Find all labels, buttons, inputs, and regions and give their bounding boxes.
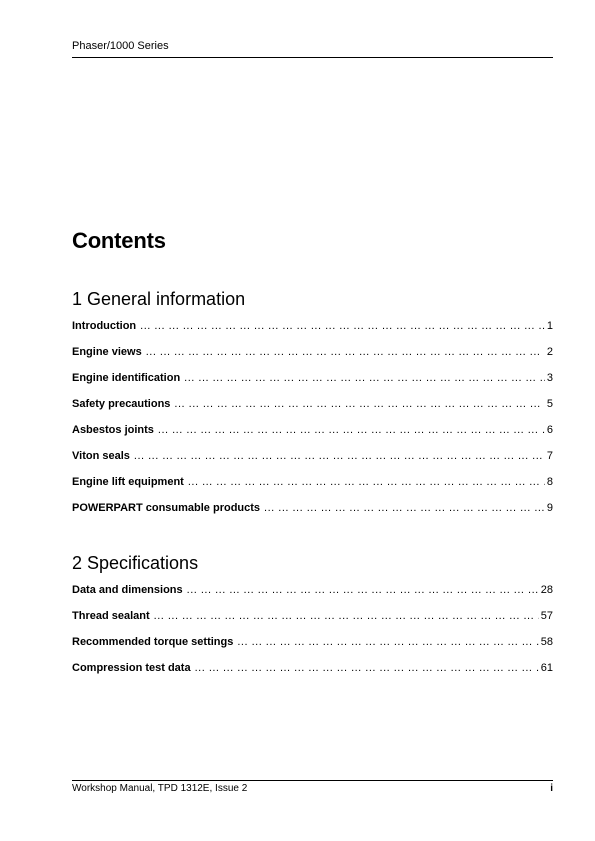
toc-entry-label: Introduction xyxy=(72,320,137,332)
dot-leader xyxy=(237,636,538,648)
header-divider xyxy=(72,57,553,58)
toc-entry-label: Recommended torque settings xyxy=(72,636,234,648)
toc-entry-page: 61 xyxy=(540,662,553,674)
section-specifications xyxy=(72,554,553,688)
toc-entry-label: Thread sealant xyxy=(72,610,150,622)
toc-entry-page: 2 xyxy=(546,346,553,358)
dot-leader xyxy=(188,476,545,488)
dot-leader xyxy=(174,398,544,410)
footer-page-number: i xyxy=(550,783,553,794)
toc-entry-page: 58 xyxy=(540,636,553,648)
dot-leader xyxy=(187,584,539,596)
toc-entry-page: 7 xyxy=(546,450,553,462)
dot-leader xyxy=(140,320,545,332)
toc-entry-label: Engine lift equipment xyxy=(72,476,184,488)
toc-entry-engine-lift-equipment[interactable] xyxy=(72,476,553,502)
toc-entry-page: 28 xyxy=(540,584,553,596)
toc-entry-label: POWERPART consumable products xyxy=(72,502,261,514)
dot-leader xyxy=(146,346,545,358)
toc-entry-label: Engine identification xyxy=(72,372,181,384)
toc-entry-powerpart-consumable-products[interactable] xyxy=(72,502,553,528)
toc-entry-engine-views[interactable] xyxy=(72,346,553,372)
section-heading: 1 General information xyxy=(72,289,246,309)
toc-entry-compression-test-data[interactable] xyxy=(72,662,553,688)
dot-leader xyxy=(264,502,545,514)
toc-entry-label: Safety precautions xyxy=(72,398,171,410)
toc-entry-label: Engine views xyxy=(72,346,142,358)
dot-leader xyxy=(154,610,539,622)
section-heading: 2 Specifications xyxy=(72,553,199,573)
footer-divider xyxy=(72,780,553,781)
dot-leader xyxy=(158,424,545,436)
toc-entry-data-and-dimensions[interactable] xyxy=(72,584,553,610)
toc-entry-page: 5 xyxy=(546,398,553,410)
toc-entry-page: 9 xyxy=(546,502,553,514)
section-general-information xyxy=(72,290,553,528)
toc-entry-label: Data and dimensions xyxy=(72,584,183,596)
toc-entry-introduction[interactable] xyxy=(72,320,553,346)
toc-entry-page: 6 xyxy=(546,424,553,436)
running-header: Phaser/1000 Series xyxy=(72,40,169,52)
toc-entry-page: 1 xyxy=(546,320,553,332)
toc-entry-viton-seals[interactable] xyxy=(72,450,553,476)
dot-leader xyxy=(134,450,545,462)
toc-entry-page: 57 xyxy=(540,610,553,622)
toc-entry-page: 8 xyxy=(546,476,553,488)
toc-entry-engine-identification[interactable] xyxy=(72,372,553,398)
page-title: Contents xyxy=(72,228,166,253)
toc-entry-label: Compression test data xyxy=(72,662,191,674)
footer-document-reference: Workshop Manual, TPD 1312E, Issue 2 xyxy=(72,783,248,794)
toc-entry-page: 3 xyxy=(546,372,553,384)
toc-entry-safety-precautions[interactable] xyxy=(72,398,553,424)
toc-entry-asbestos-joints[interactable] xyxy=(72,424,553,450)
toc-entry-label: Asbestos joints xyxy=(72,424,154,436)
toc-entry-label: Viton seals xyxy=(72,450,130,462)
dot-leader xyxy=(184,372,545,384)
dot-leader xyxy=(195,662,539,674)
toc-entry-recommended-torque-settings[interactable] xyxy=(72,636,553,662)
toc-entry-thread-sealant[interactable] xyxy=(72,610,553,636)
